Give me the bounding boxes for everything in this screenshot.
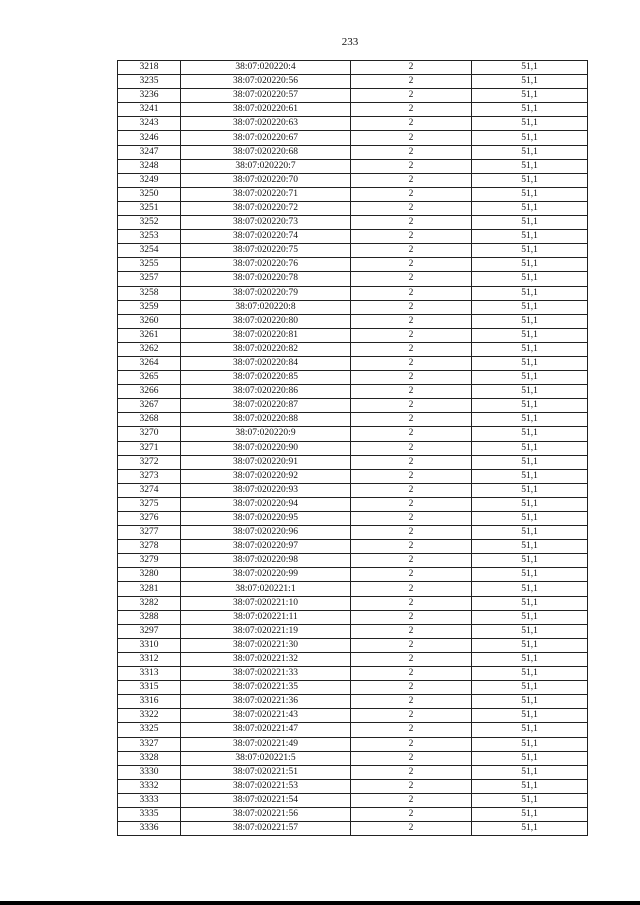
- row-number-cell: 3235: [118, 75, 181, 89]
- row-number-cell: 3275: [118, 497, 181, 511]
- table-row: [118, 201, 588, 215]
- cadastral-number-cell: 38:07:020220:91: [181, 455, 351, 469]
- table-row: [118, 779, 588, 793]
- row-number-cell: 3310: [118, 638, 181, 652]
- count-cell: 2: [351, 342, 472, 356]
- count-cell: 2: [351, 173, 472, 187]
- area-cell: 51,1: [472, 216, 588, 230]
- row-number-cell: 3264: [118, 356, 181, 370]
- area-cell: 51,1: [472, 737, 588, 751]
- area-cell: 51,1: [472, 75, 588, 89]
- count-cell: 2: [351, 187, 472, 201]
- row-number-cell: 3249: [118, 173, 181, 187]
- cadastral-number-cell: 38:07:020220:71: [181, 187, 351, 201]
- count-cell: 2: [351, 89, 472, 103]
- table-row: [118, 526, 588, 540]
- scan-edge: [0, 901, 640, 905]
- row-number-cell: 3247: [118, 145, 181, 159]
- count-cell: 2: [351, 201, 472, 215]
- area-cell: 51,1: [472, 483, 588, 497]
- table-row: [118, 568, 588, 582]
- cadastral-number-cell: 38:07:020220:8: [181, 300, 351, 314]
- table-row: [118, 385, 588, 399]
- table-row: [118, 244, 588, 258]
- count-cell: 2: [351, 103, 472, 117]
- area-cell: 51,1: [472, 413, 588, 427]
- count-cell: 2: [351, 526, 472, 540]
- area-cell: 51,1: [472, 145, 588, 159]
- table-row: [118, 216, 588, 230]
- table-row: [118, 596, 588, 610]
- count-cell: 2: [351, 610, 472, 624]
- count-cell: 2: [351, 568, 472, 582]
- area-cell: 51,1: [472, 681, 588, 695]
- table-row: [118, 173, 588, 187]
- cadastral-number-cell: 38:07:020220:98: [181, 554, 351, 568]
- count-cell: 2: [351, 117, 472, 131]
- area-cell: 51,1: [472, 356, 588, 370]
- cadastral-number-cell: 38:07:020220:82: [181, 342, 351, 356]
- area-cell: 51,1: [472, 512, 588, 526]
- count-cell: 2: [351, 723, 472, 737]
- row-number-cell: 3325: [118, 723, 181, 737]
- row-number-cell: 3280: [118, 568, 181, 582]
- row-number-cell: 3288: [118, 610, 181, 624]
- area-cell: 51,1: [472, 610, 588, 624]
- table-row: [118, 356, 588, 370]
- cadastral-number-cell: 38:07:020221:30: [181, 638, 351, 652]
- cadastral-number-cell: 38:07:020220:92: [181, 469, 351, 483]
- area-cell: 51,1: [472, 342, 588, 356]
- row-number-cell: 3251: [118, 201, 181, 215]
- count-cell: 2: [351, 145, 472, 159]
- cadastral-number-cell: 38:07:020221:43: [181, 709, 351, 723]
- row-number-cell: 3271: [118, 441, 181, 455]
- count-cell: 2: [351, 540, 472, 554]
- row-number-cell: 3267: [118, 399, 181, 413]
- row-number-cell: 3333: [118, 793, 181, 807]
- count-cell: 2: [351, 822, 472, 836]
- count-cell: 2: [351, 455, 472, 469]
- cadastral-number-cell: 38:07:020220:67: [181, 131, 351, 145]
- count-cell: 2: [351, 596, 472, 610]
- area-cell: 51,1: [472, 695, 588, 709]
- table-row: [118, 328, 588, 342]
- cadastral-number-cell: 38:07:020220:93: [181, 483, 351, 497]
- cadastral-number-cell: 38:07:020221:35: [181, 681, 351, 695]
- table-row: [118, 610, 588, 624]
- cadastral-number-cell: 38:07:020220:73: [181, 216, 351, 230]
- count-cell: 2: [351, 624, 472, 638]
- area-cell: 51,1: [472, 596, 588, 610]
- row-number-cell: 3273: [118, 469, 181, 483]
- area-cell: 51,1: [472, 793, 588, 807]
- area-cell: 51,1: [472, 822, 588, 836]
- row-number-cell: 3241: [118, 103, 181, 117]
- table-row: [118, 667, 588, 681]
- count-cell: 2: [351, 793, 472, 807]
- row-number-cell: 3274: [118, 483, 181, 497]
- area-cell: 51,1: [472, 173, 588, 187]
- area-cell: 51,1: [472, 441, 588, 455]
- table-row: [118, 638, 588, 652]
- row-number-cell: 3315: [118, 681, 181, 695]
- table-row: [118, 624, 588, 638]
- row-number-cell: 3297: [118, 624, 181, 638]
- cadastral-number-cell: 38:07:020220:99: [181, 568, 351, 582]
- table-row: [118, 512, 588, 526]
- area-cell: 51,1: [472, 526, 588, 540]
- cadastral-number-cell: 38:07:020220:81: [181, 328, 351, 342]
- table-row: [118, 497, 588, 511]
- area-cell: 51,1: [472, 159, 588, 173]
- cadastral-number-cell: 38:07:020221:32: [181, 652, 351, 666]
- row-number-cell: 3270: [118, 427, 181, 441]
- cadastral-number-cell: 38:07:020221:53: [181, 779, 351, 793]
- row-number-cell: 3276: [118, 512, 181, 526]
- table-row: [118, 272, 588, 286]
- count-cell: 2: [351, 497, 472, 511]
- row-number-cell: 3265: [118, 371, 181, 385]
- cadastral-number-cell: 38:07:020220:74: [181, 230, 351, 244]
- table-row: [118, 89, 588, 103]
- count-cell: 2: [351, 652, 472, 666]
- row-number-cell: 3262: [118, 342, 181, 356]
- table-row: [118, 342, 588, 356]
- cadastral-number-cell: 38:07:020220:95: [181, 512, 351, 526]
- table-row: [118, 314, 588, 328]
- cadastral-number-cell: 38:07:020221:57: [181, 822, 351, 836]
- count-cell: 2: [351, 709, 472, 723]
- cadastral-number-cell: 38:07:020220:61: [181, 103, 351, 117]
- row-number-cell: 3261: [118, 328, 181, 342]
- row-number-cell: 3336: [118, 822, 181, 836]
- cadastral-number-cell: 38:07:020220:4: [181, 61, 351, 75]
- count-cell: 2: [351, 483, 472, 497]
- count-cell: 2: [351, 159, 472, 173]
- count-cell: 2: [351, 328, 472, 342]
- cadastral-number-cell: 38:07:020220:97: [181, 540, 351, 554]
- count-cell: 2: [351, 554, 472, 568]
- page-number: 233: [341, 36, 359, 48]
- table-row: [118, 723, 588, 737]
- table-row: [118, 469, 588, 483]
- table-row: [118, 187, 588, 201]
- table-row: [118, 807, 588, 821]
- cadastral-number-cell: 38:07:020221:49: [181, 737, 351, 751]
- cadastral-number-cell: 38:07:020221:56: [181, 807, 351, 821]
- table-row: [118, 371, 588, 385]
- row-number-cell: 3277: [118, 526, 181, 540]
- row-number-cell: 3327: [118, 737, 181, 751]
- table-row: [118, 695, 588, 709]
- area-cell: 51,1: [472, 131, 588, 145]
- row-number-cell: 3312: [118, 652, 181, 666]
- area-cell: 51,1: [472, 751, 588, 765]
- area-cell: 51,1: [472, 554, 588, 568]
- records-body: [118, 61, 588, 836]
- area-cell: 51,1: [472, 258, 588, 272]
- row-number-cell: 3268: [118, 413, 181, 427]
- count-cell: 2: [351, 286, 472, 300]
- cadastral-number-cell: 38:07:020220:85: [181, 371, 351, 385]
- cadastral-number-cell: 38:07:020220:57: [181, 89, 351, 103]
- count-cell: 2: [351, 131, 472, 145]
- table-row: [118, 455, 588, 469]
- row-number-cell: 3282: [118, 596, 181, 610]
- row-number-cell: 3328: [118, 751, 181, 765]
- cadastral-number-cell: 38:07:020220:70: [181, 173, 351, 187]
- cadastral-number-cell: 38:07:020221:1: [181, 582, 351, 596]
- row-number-cell: 3278: [118, 540, 181, 554]
- table-row: [118, 751, 588, 765]
- table-row: [118, 709, 588, 723]
- area-cell: 51,1: [472, 314, 588, 328]
- row-number-cell: 3330: [118, 765, 181, 779]
- cadastral-number-cell: 38:07:020221:36: [181, 695, 351, 709]
- row-number-cell: 3252: [118, 216, 181, 230]
- cadastral-number-cell: 38:07:020220:63: [181, 117, 351, 131]
- count-cell: 2: [351, 779, 472, 793]
- area-cell: 51,1: [472, 244, 588, 258]
- count-cell: 2: [351, 681, 472, 695]
- row-number-cell: 3335: [118, 807, 181, 821]
- area-cell: 51,1: [472, 117, 588, 131]
- table-row: [118, 822, 588, 836]
- cadastral-number-cell: 38:07:020220:80: [181, 314, 351, 328]
- row-number-cell: 3236: [118, 89, 181, 103]
- area-cell: 51,1: [472, 385, 588, 399]
- area-cell: 51,1: [472, 807, 588, 821]
- cadastral-number-cell: 38:07:020220:75: [181, 244, 351, 258]
- row-number-cell: 3322: [118, 709, 181, 723]
- row-number-cell: 3316: [118, 695, 181, 709]
- area-cell: 51,1: [472, 652, 588, 666]
- row-number-cell: 3259: [118, 300, 181, 314]
- count-cell: 2: [351, 441, 472, 455]
- cadastral-number-cell: 38:07:020220:68: [181, 145, 351, 159]
- table-row: [118, 103, 588, 117]
- area-cell: 51,1: [472, 371, 588, 385]
- area-cell: 51,1: [472, 624, 588, 638]
- row-number-cell: 3243: [118, 117, 181, 131]
- row-number-cell: 3257: [118, 272, 181, 286]
- table-row: [118, 737, 588, 751]
- area-cell: 51,1: [472, 709, 588, 723]
- count-cell: 2: [351, 413, 472, 427]
- table-row: [118, 540, 588, 554]
- row-number-cell: 3246: [118, 131, 181, 145]
- table-row: [118, 483, 588, 497]
- cadastral-number-cell: 38:07:020220:90: [181, 441, 351, 455]
- row-number-cell: 3253: [118, 230, 181, 244]
- count-cell: 2: [351, 765, 472, 779]
- count-cell: 2: [351, 356, 472, 370]
- row-number-cell: 3281: [118, 582, 181, 596]
- count-cell: 2: [351, 512, 472, 526]
- table-row: [118, 75, 588, 89]
- row-number-cell: 3248: [118, 159, 181, 173]
- cadastral-number-cell: 38:07:020220:76: [181, 258, 351, 272]
- row-number-cell: 3250: [118, 187, 181, 201]
- table-row: [118, 300, 588, 314]
- area-cell: 51,1: [472, 568, 588, 582]
- table-row: [118, 131, 588, 145]
- area-cell: 51,1: [472, 455, 588, 469]
- cadastral-number-cell: 38:07:020220:96: [181, 526, 351, 540]
- row-number-cell: 3258: [118, 286, 181, 300]
- area-cell: 51,1: [472, 723, 588, 737]
- cadastral-number-cell: 38:07:020220:88: [181, 413, 351, 427]
- count-cell: 2: [351, 258, 472, 272]
- table-row: [118, 582, 588, 596]
- count-cell: 2: [351, 807, 472, 821]
- area-cell: 51,1: [472, 469, 588, 483]
- cadastral-number-cell: 38:07:020220:79: [181, 286, 351, 300]
- area-cell: 51,1: [472, 765, 588, 779]
- area-cell: 51,1: [472, 328, 588, 342]
- area-cell: 51,1: [472, 300, 588, 314]
- table-row: [118, 652, 588, 666]
- row-number-cell: 3332: [118, 779, 181, 793]
- count-cell: 2: [351, 75, 472, 89]
- table-row: [118, 399, 588, 413]
- count-cell: 2: [351, 244, 472, 258]
- cadastral-number-cell: 38:07:020221:33: [181, 667, 351, 681]
- count-cell: 2: [351, 300, 472, 314]
- row-number-cell: 3218: [118, 61, 181, 75]
- area-cell: 51,1: [472, 103, 588, 117]
- count-cell: 2: [351, 751, 472, 765]
- area-cell: 51,1: [472, 399, 588, 413]
- table-row: [118, 117, 588, 131]
- area-cell: 51,1: [472, 497, 588, 511]
- count-cell: 2: [351, 272, 472, 286]
- row-number-cell: 3266: [118, 385, 181, 399]
- table-row: [118, 441, 588, 455]
- count-cell: 2: [351, 371, 472, 385]
- count-cell: 2: [351, 216, 472, 230]
- area-cell: 51,1: [472, 540, 588, 554]
- records-table: [117, 60, 588, 836]
- table-row: [118, 765, 588, 779]
- table-row: [118, 159, 588, 173]
- table-row: [118, 554, 588, 568]
- area-cell: 51,1: [472, 638, 588, 652]
- cadastral-number-cell: 38:07:020220:86: [181, 385, 351, 399]
- area-cell: 51,1: [472, 286, 588, 300]
- table-row: [118, 413, 588, 427]
- cadastral-number-cell: 38:07:020220:56: [181, 75, 351, 89]
- area-cell: 51,1: [472, 272, 588, 286]
- count-cell: 2: [351, 667, 472, 681]
- count-cell: 2: [351, 399, 472, 413]
- area-cell: 51,1: [472, 201, 588, 215]
- area-cell: 51,1: [472, 187, 588, 201]
- cadastral-number-cell: 38:07:020221:19: [181, 624, 351, 638]
- cadastral-number-cell: 38:07:020221:54: [181, 793, 351, 807]
- cadastral-number-cell: 38:07:020221:11: [181, 610, 351, 624]
- count-cell: 2: [351, 61, 472, 75]
- cadastral-number-cell: 38:07:020221:47: [181, 723, 351, 737]
- cadastral-number-cell: 38:07:020221:5: [181, 751, 351, 765]
- cadastral-number-cell: 38:07:020221:10: [181, 596, 351, 610]
- row-number-cell: 3254: [118, 244, 181, 258]
- table-row: [118, 793, 588, 807]
- count-cell: 2: [351, 737, 472, 751]
- count-cell: 2: [351, 314, 472, 328]
- count-cell: 2: [351, 695, 472, 709]
- table-row: [118, 258, 588, 272]
- count-cell: 2: [351, 582, 472, 596]
- count-cell: 2: [351, 638, 472, 652]
- cadastral-number-cell: 38:07:020221:51: [181, 765, 351, 779]
- row-number-cell: 3313: [118, 667, 181, 681]
- row-number-cell: 3255: [118, 258, 181, 272]
- table-row: [118, 230, 588, 244]
- cadastral-number-cell: 38:07:020220:72: [181, 201, 351, 215]
- cadastral-number-cell: 38:07:020220:7: [181, 159, 351, 173]
- area-cell: 51,1: [472, 61, 588, 75]
- row-number-cell: 3272: [118, 455, 181, 469]
- count-cell: 2: [351, 385, 472, 399]
- area-cell: 51,1: [472, 582, 588, 596]
- table-row: [118, 61, 588, 75]
- table-row: [118, 681, 588, 695]
- area-cell: 51,1: [472, 779, 588, 793]
- cadastral-number-cell: 38:07:020220:84: [181, 356, 351, 370]
- area-cell: 51,1: [472, 667, 588, 681]
- count-cell: 2: [351, 230, 472, 244]
- area-cell: 51,1: [472, 230, 588, 244]
- table-row: [118, 427, 588, 441]
- cadastral-number-cell: 38:07:020220:9: [181, 427, 351, 441]
- cadastral-number-cell: 38:07:020220:87: [181, 399, 351, 413]
- row-number-cell: 3279: [118, 554, 181, 568]
- table-row: [118, 145, 588, 159]
- area-cell: 51,1: [472, 89, 588, 103]
- table-row: [118, 286, 588, 300]
- row-number-cell: 3260: [118, 314, 181, 328]
- cadastral-number-cell: 38:07:020220:94: [181, 497, 351, 511]
- count-cell: 2: [351, 469, 472, 483]
- area-cell: 51,1: [472, 427, 588, 441]
- cadastral-number-cell: 38:07:020220:78: [181, 272, 351, 286]
- count-cell: 2: [351, 427, 472, 441]
